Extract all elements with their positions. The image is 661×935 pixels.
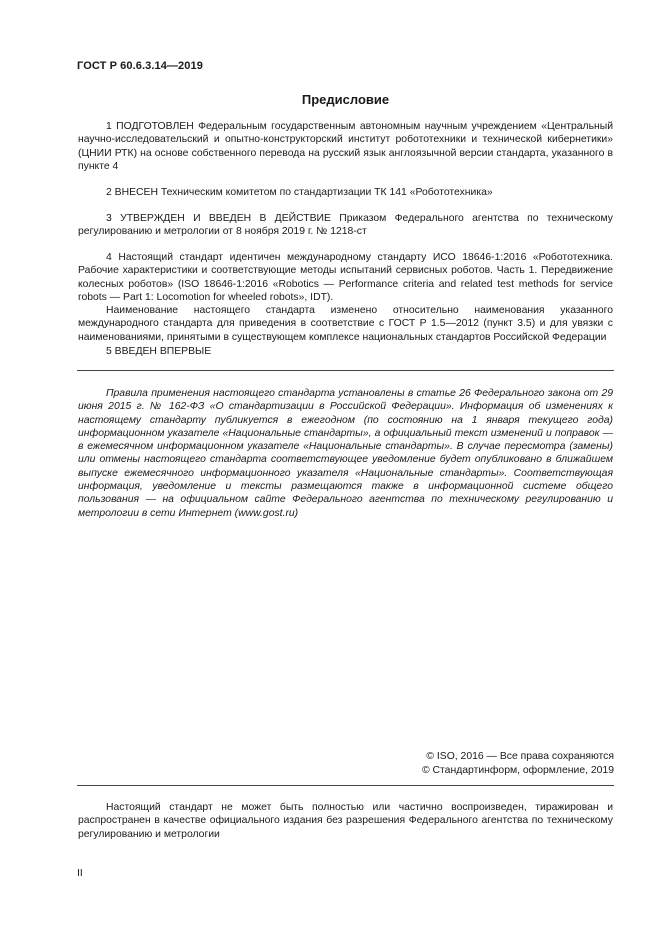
foreword-item-2-text: 2 ВНЕСЕН Техническим комитетом по стандартизации ТК 141 «Робототехника» [106, 187, 493, 198]
foreword-item-4-text: 4 Настоящий стандарт идентичен международному стандарту ИСО 18646-1:2016 «Робототехника. Рабочие характеристики и соответствующие методы испытаний сервисных роботов. Часть 1. Передвижение колесных роботов» (ISO 18646-1:2016 «Robotics — Performance criteria and related test methods for service robots — Part 1: Locomotion for wheeled robots», IDT). [78, 252, 613, 303]
foreword-item-5 [78, 345, 613, 358]
page-title: Предисловие [301, 92, 390, 107]
reproduction-notice [78, 801, 613, 841]
foreword-item-5-text: 5 ВВЕДЕН ВПЕРВЫЕ [106, 346, 212, 357]
standard-code-header: ГОСТ Р 60.6.3.14—2019 [77, 60, 203, 72]
foreword-item-2 [78, 186, 613, 199]
foreword-item-1 [78, 120, 613, 173]
section-divider [77, 370, 614, 371]
reproduction-notice-text: Настоящий стандарт не может быть полностью или частично воспроизведен, тиражирован и распространен в качестве официального издания без разрешения Федерального агентства по техническому регулированию и метрологии [78, 802, 613, 840]
foreword-item-4 [78, 251, 613, 304]
foreword-item-4-note [78, 304, 613, 344]
page-number: II [77, 868, 83, 879]
footer-divider [77, 785, 614, 786]
application-rules-notice [78, 387, 613, 520]
foreword-item-1-text: 1 ПОДГОТОВЛЕН Федеральным государственным автономным научным учреждением «Центральный научно-исследовательский и опытно-конструкторский институт робототехники и технической кибернетики» (ЦНИИ РТК) на основе собственного перевода на русский язык англоязычной версии стандарта, указанного в пункте 4 [78, 121, 613, 172]
foreword-item-4-note-text: Наименование настоящего стандарта изменено относительно наименования указанного международного стандарта для приведения в соответствие с ГОСТ Р 1.5—2012 (пункт 3.5) и для увязки с наименованиями, принятыми в существующем комплексе национальных стандартов Российской Федерации [78, 305, 613, 343]
foreword-item-3 [78, 212, 613, 239]
foreword-item-3-text: 3 УТВЕРЖДЕН И ВВЕДЕН В ДЕЙСТВИЕ Приказом Федерального агентства по техническому регулированию и метрологии от 8 ноября 2019 г. № 1218-ст [78, 213, 613, 238]
copyright-iso: © ISO, 2016 — Все права сохраняются [426, 751, 614, 762]
application-rules-notice-text: Правила применения настоящего стандарта установлены в статье 26 Федерального закона от 29 июня 2015 г. № 162-ФЗ «О стандартизации в Российской Федерации». Информация об изменениях к настоящему стандарту публикуется в ежегодном (по состоянию на 1 января текущего года) информационном указателе «Национальные стандарты», а официальный текст изменений и поправок — в ежемесячном информационном указателе «Национальные стандарты». В случае пересмотра (замены) или отмены настоящего стандарта соответствующее уведомление будет опубликовано в ближайшем выпуске ежемесячного информационного указателя «Национальные стандарты». Соответствующая информация, уведомление и тексты размещаются также в информационной системе общего пользования — на официальном сайте Федерального агентства по техническому регулированию и метрологии в сети Интернет (www.gost.ru) [78, 388, 613, 519]
copyright-standartinform: © Стандартинформ, оформление, 2019 [421, 765, 614, 776]
